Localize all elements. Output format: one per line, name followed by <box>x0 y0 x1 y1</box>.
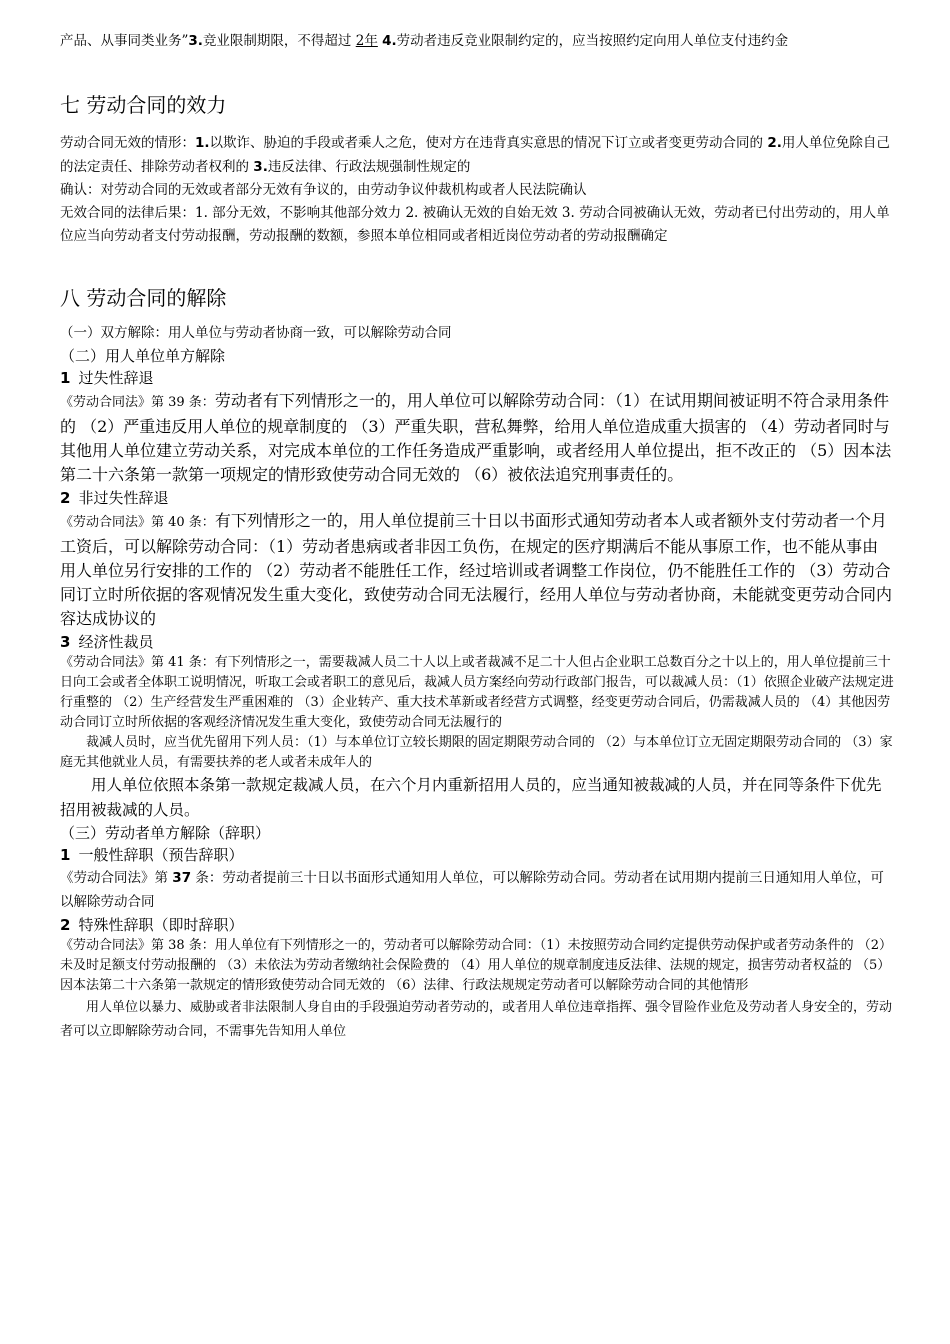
article-37: 《劳动合同法》第 37 条：劳动者提前三十日以书面形式通知用人单位，可以解除劳动合同。劳动者在试用期内提前三日通知用人单位，可以解除劳动合同 <box>60 870 884 910</box>
section-8-heading: 八 劳动合同的解除 <box>60 286 227 310</box>
confirm-paragraph: 确认：对劳动合同的无效或者部分无效有争议的，由劳动争议仲裁机构或者人民法院确认 <box>60 182 587 198</box>
noncompete-term: 2年 <box>355 33 378 49</box>
article-39: 《劳动合同法》第 39 条：劳动者有下列情形之一的，用人单位可以解除劳动合同：（1）在试用期间被证明不符合录用条件的 （2）严重违反用人单位的规章制度的 （3）严重失职，营私舞弊，给用人单位造成重大损害的 （4）劳动者同时与其他用人单位建立劳动关系，对完成本单位的工作任务造成严重影响，或者经用人单位提出，拒不改正的 （5）因本法第二十六条第一款第一项规定的情形致使劳动合同无效的 （6）被依法追究刑事责任的。 <box>60 391 892 484</box>
mutual-termination: （一）双方解除：用人单位与劳动者协商一致，可以解除劳动合同 <box>60 325 452 341</box>
immediate-termination: 用人单位以暴力、威胁或者非法限制人身自由的手段强迫劳动者劳动的，或者用人单位违章指挥、强令冒险作业危及劳动者人身安全的，劳动者可以立即解除劳动合同，不需事先告知用人单位 <box>60 1000 893 1039</box>
article-40: 《劳动合同法》第 40 条：有下列情形之一的，用人单位提前三十日以书面形式通知劳动者本人或者额外支付劳动者一个月工资后，可以解除劳动合同：（1）劳动者患病或者非因工负伤，在规定的医疗期满后不能从事原工作，也不能从事由用人单位另行安排的工作的 （2）劳动者不能胜任工作，经过培训或者调整工作岗位，仍不能胜任工作的 （3）劳动合同订立时所依据的客观情况发生重大变化，致使劳动合同无法履行，经用人单位与劳动者协商，未能就变更劳动合同内容达成协议的 <box>60 511 893 628</box>
employer-unilateral-heading: （二）用人单位单方解除 <box>60 347 226 365</box>
document-page <box>60 30 894 1044</box>
section-7-heading: 七 劳动合同的效力 <box>60 93 227 117</box>
worker-unilateral-heading: （三）劳动者单方解除（辞职） <box>60 824 271 842</box>
special-resignation-heading: 2 特殊性辞职（即时辞职） <box>60 916 244 934</box>
priority-retention: 裁减人员时，应当优先留用下列人员：（1）与本单位订立较长期限的固定期限劳动合同的 （2）与本单位订立无固定期限劳动合同的 （3）家庭无其他就业人员，有需要扶养的老人或者未成年人的 <box>60 735 893 770</box>
general-resignation-heading: 1 一般性辞职（预告辞职） <box>60 846 244 864</box>
rehire-clause: 用人单位依照本条第一款规定裁减人员，在六个月内重新招用人员的，应当通知被裁减的人员，并在同等条件下优先招用被裁减的人员。 <box>60 776 882 819</box>
invalid-cases-paragraph: 劳动合同无效的情形：1.以欺诈、胁迫的手段或者乘人之危，使对方在违背真实意思的情况下订立或者变更劳动合同的 2.用人单位免除自己的法定责任、排除劳动者权利的 3.违反法律、行政法规强制性规定的 <box>60 135 890 175</box>
fault-dismissal-heading: 1 过失性辞退 <box>60 369 154 387</box>
economic-layoff-heading: 3 经济性裁员 <box>60 633 154 651</box>
consequence-paragraph: 无效合同的法律后果：1. 部分无效，不影响其他部分效力 2. 被确认无效的自始无效 3. 劳动合同被确认无效，劳动者已付出劳动的，用人单位应当向劳动者支付劳动报酬，劳动报酬的数额，参照本单位相同或者相近岗位劳动者的劳动报酬确定 <box>60 205 890 244</box>
nonfault-dismissal-heading: 2 非过失性辞退 <box>60 489 169 507</box>
noncompete-paragraph: 产品、从事同类业务”3.竞业限制期限，不得超过 2年 4.劳动者违反竞业限制约定的，应当按照约定向用人单位支付违约金 <box>60 33 789 49</box>
article-41: 《劳动合同法》第 41 条：有下列情形之一，需要裁减人员二十人以上或者裁减不足二十人但占企业职工总数百分之十以上的，用人单位提前三十日向工会或者全体职工说明情况，听取工会或者职工的意见后，裁减人员方案经向劳动行政部门报告，可以裁减人员：（1）依照企业破产法规定进行重整的 （2）生产经营发生严重困难的 （3）企业转产、重大技术革新或者经营方式调整，经变更劳动合同后，仍需裁减人员的 （4）其他因劳动合同订立时所依据的客观经济情况发生重大变化，致使劳动合同无法履行的 <box>60 655 894 730</box>
article-38: 《劳动合同法》第 38 条：用人单位有下列情形之一的，劳动者可以解除劳动合同：（1）未按照劳动合同约定提供劳动保护或者劳动条件的 （2）未及时足额支付劳动报酬的 （3）未依法为劳动者缴纳社会保险费的 （4）用人单位的规章制度违反法律、法规的规定，损害劳动者权益的 （5）因本法第二十六条第一款规定的情形致使劳动合同无效的 （6）法律、行政法规规定劳动者可以解除劳动合同的其他情形 <box>60 938 892 993</box>
